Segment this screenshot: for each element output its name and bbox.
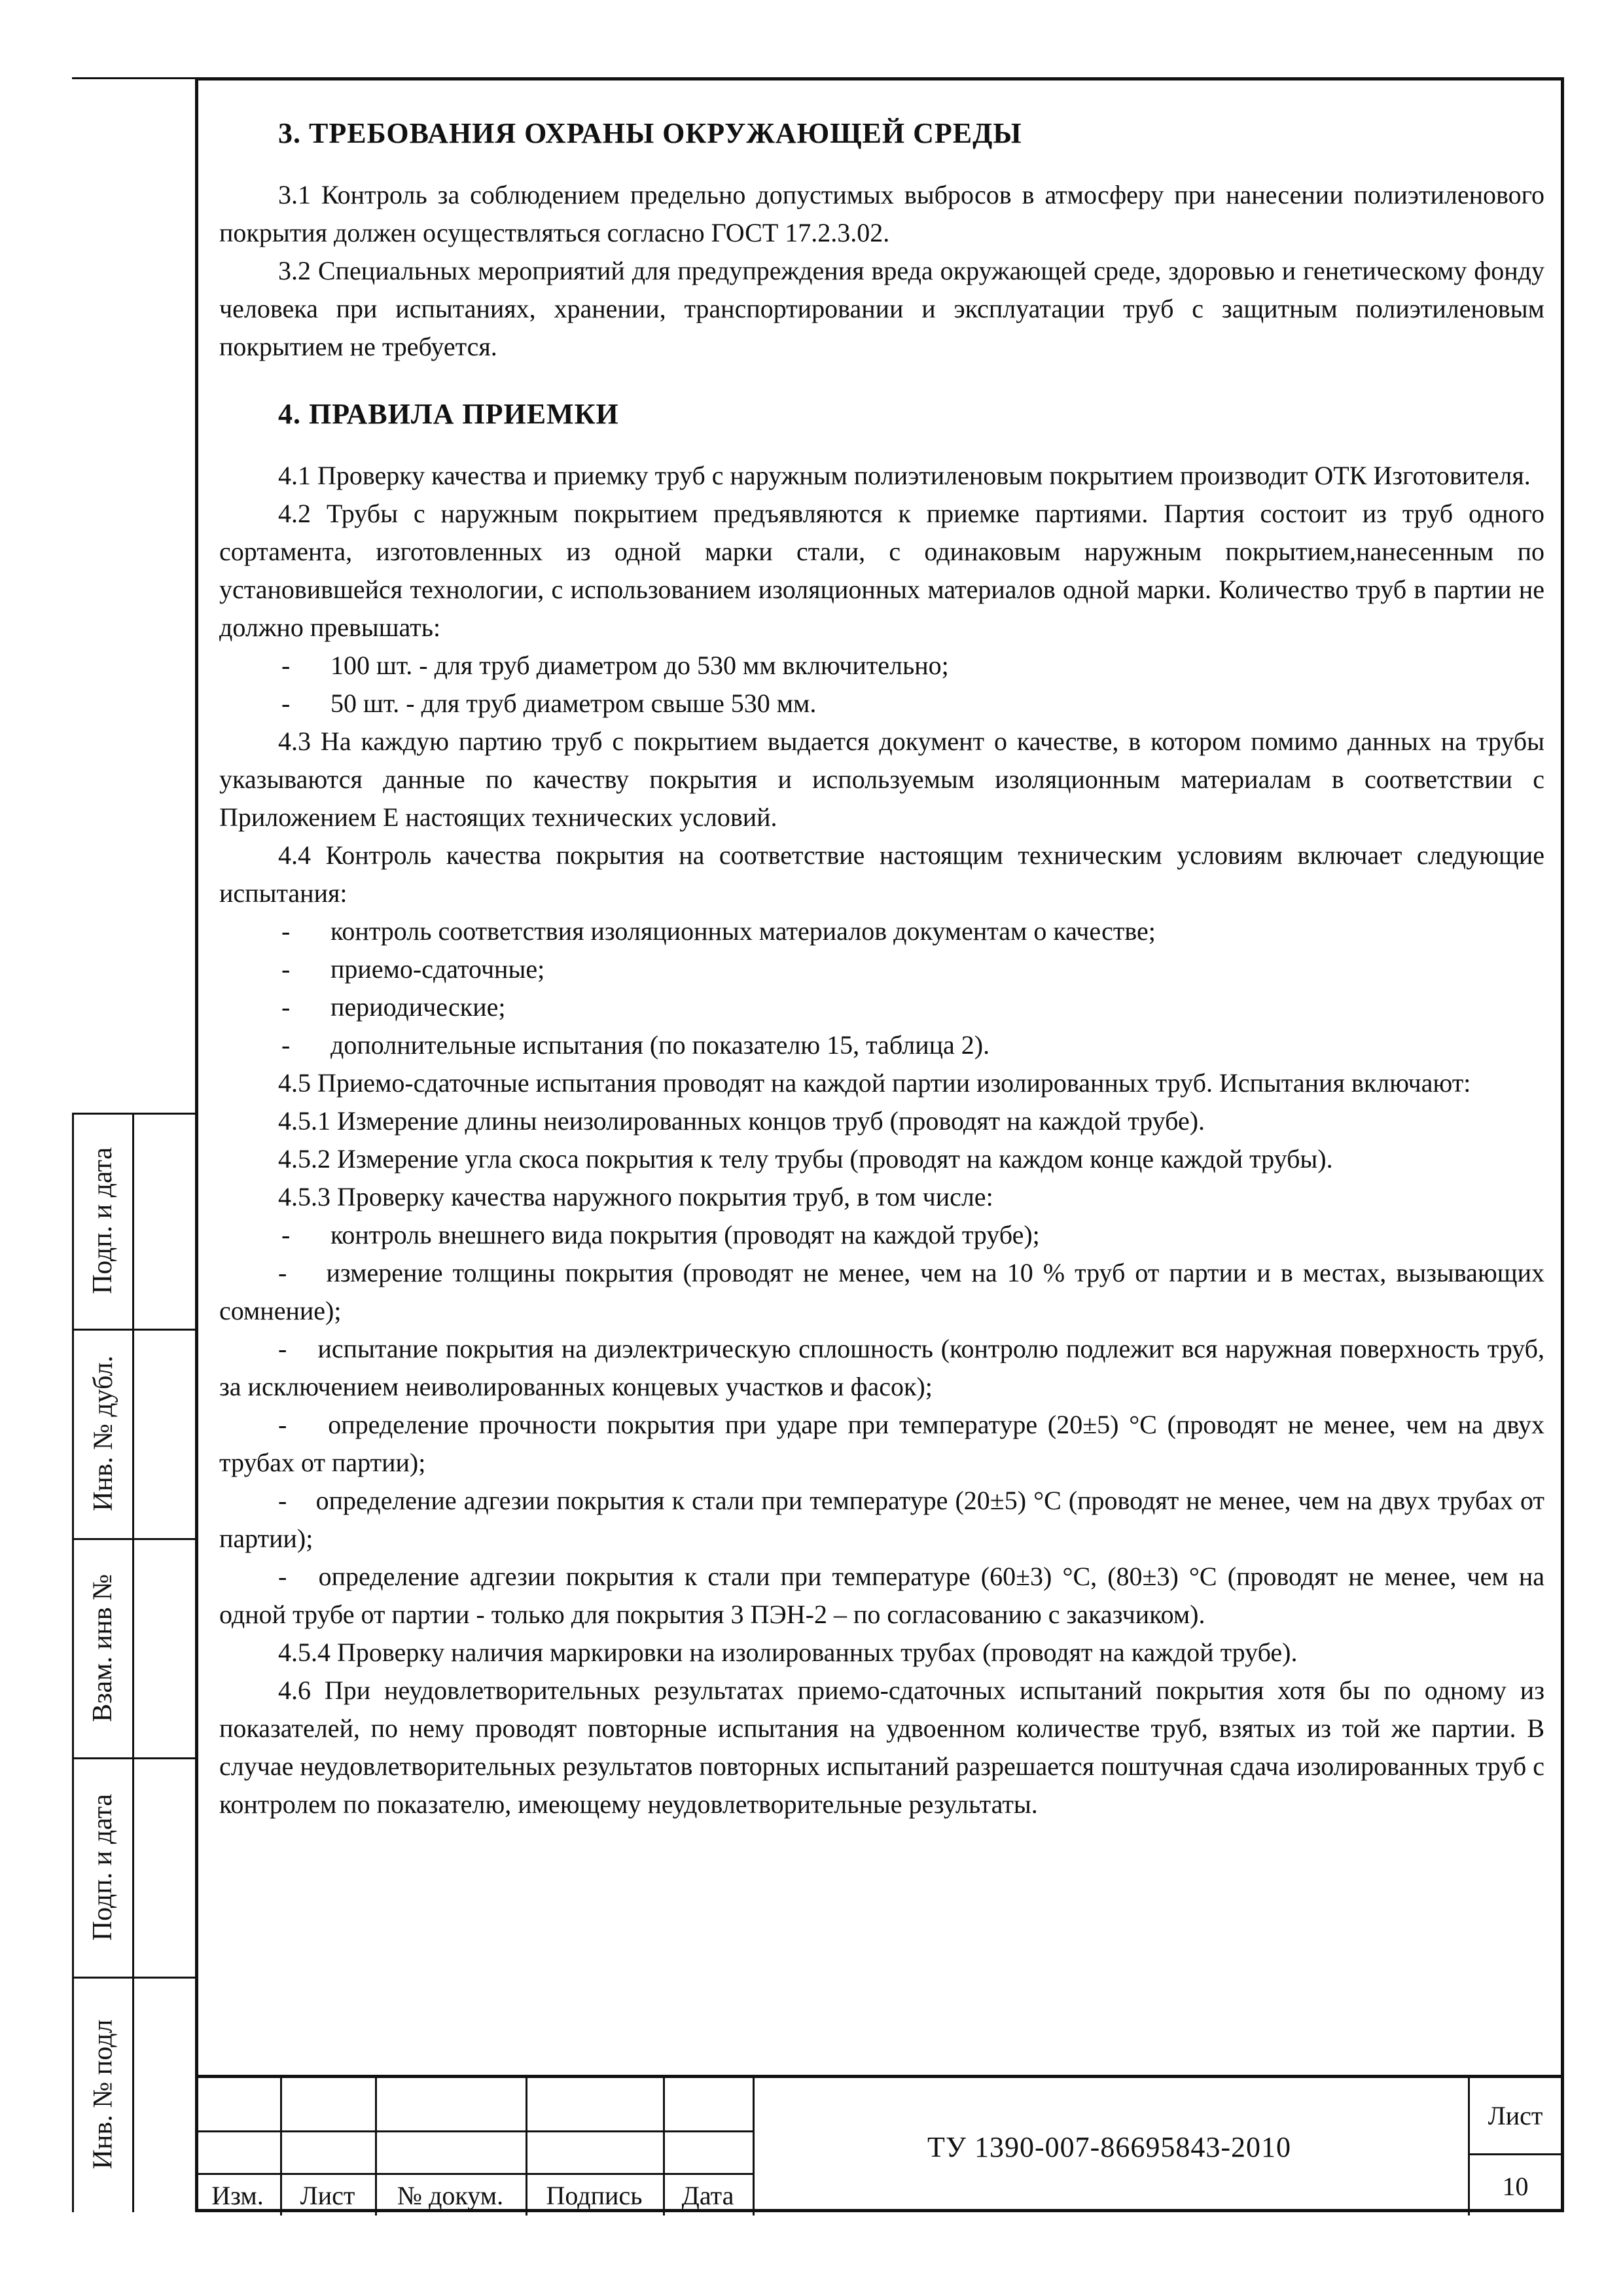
sheet-number: 10 (1468, 2153, 1563, 2217)
paragraph-4-5-2: 4.5.2 Измерение угла скоса покрытия к телу трубы (проводят на каждом конце каждой трубы). (278, 1144, 1333, 1174)
list-item: - периодические; (219, 988, 1544, 1026)
title-block-col-signature: Подпись (546, 2180, 643, 2210)
list-item: - дополнительные испытания (по показателю 15, таблица 2). (219, 1026, 1544, 1064)
side-label-inv-podl: Инв. № подл (88, 2019, 118, 2170)
side-label-inv-dubl: Инв. № дубл. (88, 1355, 118, 1511)
paragraph-4-6: 4.6 При неудовлетворительных результатах приемо-сдаточных испытаний покрытия хотя бы по одному из показателей, по нему проводят повторные испытания на удвоенном количестве труб, взятых из той же партии. В случае неудовлетворительных результатов повторных испытаний разрешается поштучная сдача изолированных труб с контролем по показателю, имеющему неудовлетворительные результаты. (219, 1676, 1544, 1819)
list-item: - определение адгезии покрытия к стали при температуре (20±5) °С (проводят не менее, чем на двух трубах от партии); (219, 1486, 1545, 1553)
paragraph-4-5-3: 4.5.3 Проверку качества наружного покрытия труб, в том числе: (278, 1182, 993, 1211)
sheet-label: Лист (1488, 2101, 1543, 2130)
list-item: - контроль соответствия изоляционных материалов документам о качестве; (219, 912, 1544, 950)
title-block-col-list: Лист (300, 2180, 355, 2210)
title-block-col-doc-no: № докум. (397, 2180, 504, 2210)
paragraph-4-4: 4.4 Контроль качества покрытия на соответствие настоящим техническим условиям включает следующие испытания: (219, 840, 1544, 908)
side-top-line (72, 77, 195, 79)
section-4-title: 4. ПРАВИЛА ПРИЕМКИ (278, 398, 619, 430)
side-label-vzam-inv: Взам. инв № (88, 1573, 118, 1722)
paragraph-4-2: 4.2 Трубы с наружным покрытием предъявляются к приемке партиями. Партия состоит из труб одного сортамента, изготовленных из одной марки стали, с одинаковым наружным покрытием,нанесенным по установившейся технологии, с использованием изоляционных материалов одной марки. Количество труб в партии не должно превышать: (219, 499, 1544, 642)
side-label-sign-date-1: Подп. и дата (88, 1147, 118, 1295)
list-item: - 50 шт. - для труб диаметром свыше 530 мм. (219, 685, 1544, 723)
paragraph-4-3: 4.3 На каждую партию труб с покрытием выдается документ о качестве, в котором помимо данных на трубы указываются данные по качеству покрытия и используемым изоляционным материалам в соответствии с Приложением Е настоящих технических условий. (219, 726, 1544, 832)
section-3-title: 3. ТРЕБОВАНИЯ ОХРАНЫ ОКРУЖАЮЩЕЙ СРЕДЫ (278, 117, 1022, 149)
side-stamp (72, 1113, 195, 2212)
list-item: - измерение толщины покрытия (проводят не менее, чем на 10 % труб от партии и в местах, вызывающих сомнение); (219, 1258, 1544, 1325)
list-item: - приемо-сдаточные; (219, 950, 1544, 988)
document-code: ТУ 1390-007-86695843-2010 (927, 2130, 1291, 2163)
title-block (195, 2075, 1564, 2215)
paragraph-4-5: 4.5 Приемо-сдаточные испытания проводят на каждой партии изолированных труб. Испытания включают: (278, 1068, 1471, 1098)
list-item: - испытание покрытия на диэлектрическую сплошность (контролю подлежит вся наружная поверхность труб, за исключением неиволированных концевых участков и фасок); (219, 1334, 1544, 1401)
title-block-col-izm: Изм. (211, 2180, 264, 2210)
side-label-sign-date-2: Подп. и дата (88, 1793, 118, 1941)
paragraph-3-2: 3.2 Специальных мероприятий для предупреждения вреда окружающей среде, здоровью и генетическому фонду человека при испытаниях, хранении, транспортировании и эксплуатации труб с защитным полиэтиленовым покрытием не требуется. (219, 256, 1544, 361)
document-body (219, 98, 1544, 1823)
paragraph-4-5-1: 4.5.1 Измерение длины неизолированных концов труб (проводят на каждой трубе). (278, 1106, 1205, 1136)
list-item: - определение адгезии покрытия к стали при температуре (60±3) °С, (80±3) °С (проводят не менее, чем на одной трубе от партии - только для покрытия 3 ПЭН-2 – по согласованию с заказчиком). (219, 1562, 1544, 1629)
list-item: - контроль внешнего вида покрытия (проводят на каждой трубе); (219, 1216, 1544, 1254)
list-item: - определение прочности покрытия при ударе при температуре (20±5) °С (проводят не менее, чем на двух трубах от партии); (219, 1410, 1544, 1477)
title-block-col-date: Дата (681, 2180, 734, 2210)
paragraph-3-1: 3.1 Контроль за соблюдением предельно допустимых выбросов в атмосферу при нанесении полиэтиленового покрытия должен осуществляться согласно ГОСТ 17.2.3.02. (219, 180, 1544, 247)
list-item: - 100 шт. - для труб диаметром до 530 мм включительно; (219, 647, 1544, 685)
paragraph-4-5-4: 4.5.4 Проверку наличия маркировки на изолированных трубах (проводят на каждой трубе). (278, 1638, 1298, 1667)
paragraph-4-1: 4.1 Проверку качества и приемку труб с наружным полиэтиленовым покрытием производит ОТК Изготовителя. (278, 461, 1531, 490)
